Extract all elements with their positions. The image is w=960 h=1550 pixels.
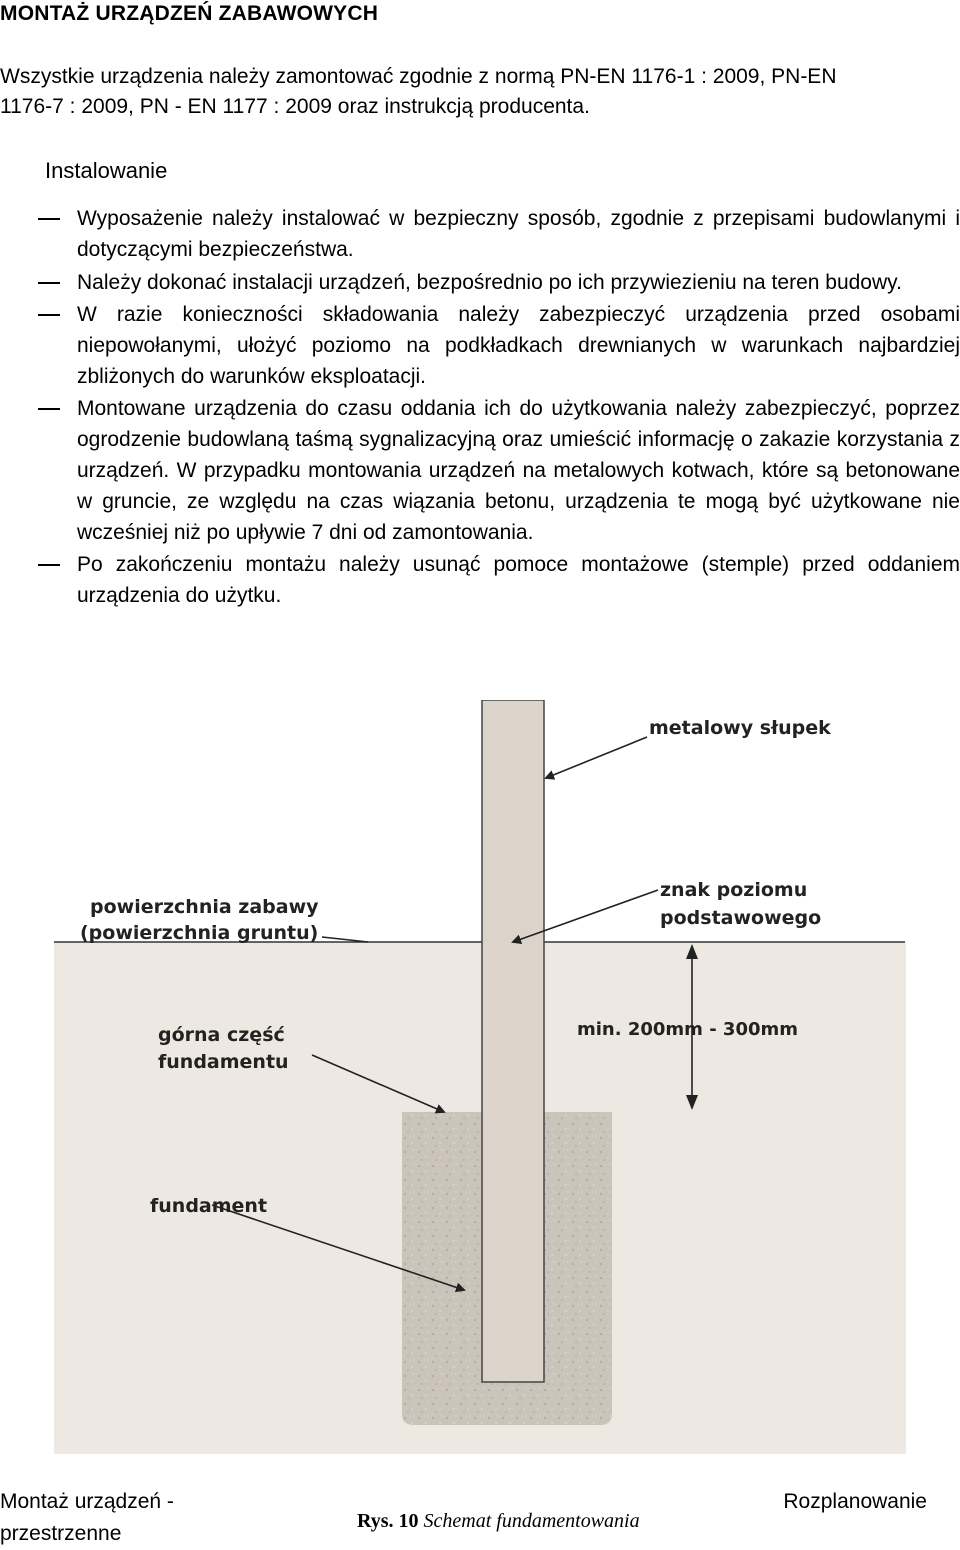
figure-caption xyxy=(357,1510,640,1533)
caption-text: Schemat fundamentowania xyxy=(423,1510,640,1532)
dash-bullet-icon xyxy=(38,564,60,566)
intro-line-2: 1176-7 : 2009, PN - EN 1177 : 2009 oraz instrukcją producenta. xyxy=(0,95,590,118)
list-item-text: Po zakończeniu montażu należy usunąć pomoce montażowe (stemple) przed oddaniem urządzenia do użytku. xyxy=(77,553,960,607)
footer-right: Rozplanowanie xyxy=(783,1490,927,1513)
label-metal-post: metalowy słupek xyxy=(649,717,831,739)
list-item xyxy=(0,267,960,298)
post-pointer xyxy=(546,737,647,778)
metal-post xyxy=(482,700,544,1382)
intro-line-1: Wszystkie urządzenia należy zamontować zgodnie z normą PN-EN 1176-1 : 2009, PN-EN xyxy=(0,65,837,88)
label-base-level-line2: podstawowego xyxy=(660,907,822,929)
label-ground-surface: (powierzchnia gruntu) xyxy=(80,922,319,944)
foundation-diagram xyxy=(52,700,907,1456)
document-title: MONTAŻ URZĄDZEŃ ZABAWOWYCH xyxy=(0,2,379,25)
instructions-list xyxy=(0,203,960,611)
list-item xyxy=(0,549,960,611)
list-item-text: Należy dokonać instalacji urządzeń, bezpośrednio po ich przywiezieniu na teren budowy. xyxy=(77,271,902,294)
dash-bullet-icon xyxy=(38,218,60,220)
footer-left xyxy=(0,1486,174,1550)
list-item-text: Wyposażenie należy instalować w bezpieczny sposób, zgodnie z przepisami budowlanymi i dotyczącymi bezpieczeństwa. xyxy=(77,207,960,261)
dash-bullet-icon xyxy=(38,282,60,284)
label-foundation: fundament xyxy=(150,1195,268,1217)
list-item xyxy=(0,203,960,265)
list-item xyxy=(0,393,960,548)
list-item xyxy=(0,299,960,392)
caption-label: Rys. 10 xyxy=(357,1510,419,1532)
dash-bullet-icon xyxy=(38,408,60,410)
label-depth: min. 200mm - 300mm xyxy=(577,1019,799,1040)
intro-paragraph xyxy=(0,62,940,122)
dash-bullet-icon xyxy=(38,314,60,316)
footer-left-line1: Montaż urządzeń - xyxy=(0,1490,174,1513)
label-base-level-line1: znak poziomu xyxy=(660,879,808,901)
label-play-surface: powierzchnia zabawy xyxy=(90,896,319,918)
label-foundation-top-line2: fundamentu xyxy=(158,1051,289,1073)
section-heading: Instalowanie xyxy=(45,158,168,183)
footer-left-line2: przestrzenne xyxy=(0,1522,122,1545)
label-foundation-top-line1: górna część xyxy=(158,1024,285,1046)
list-item-text: Montowane urządzenia do czasu oddania ich do użytkowania należy zabezpieczyć, poprzez ogrodzenie budowlaną taśmą sygnalizacyjną oraz umieścić informację o zakazie korzystania z urządzeń. W przypadku montowania urządzeń na metalowych kotwach, które są betonowane w gruncie, ze względu na czas wiązania betonu, urządzenia te mogą być użytkowane nie wcześniej niż po upływie 7 dni od zamontowania. xyxy=(77,397,960,544)
list-item-text: W razie konieczności składowania należy zabezpieczyć urządzenia przed osobami niepowołanymi, ułożyć poziomo na podkładkach drewnianych w warunkach najbardziej zbliżonych do warunków eksploatacji. xyxy=(77,303,960,388)
